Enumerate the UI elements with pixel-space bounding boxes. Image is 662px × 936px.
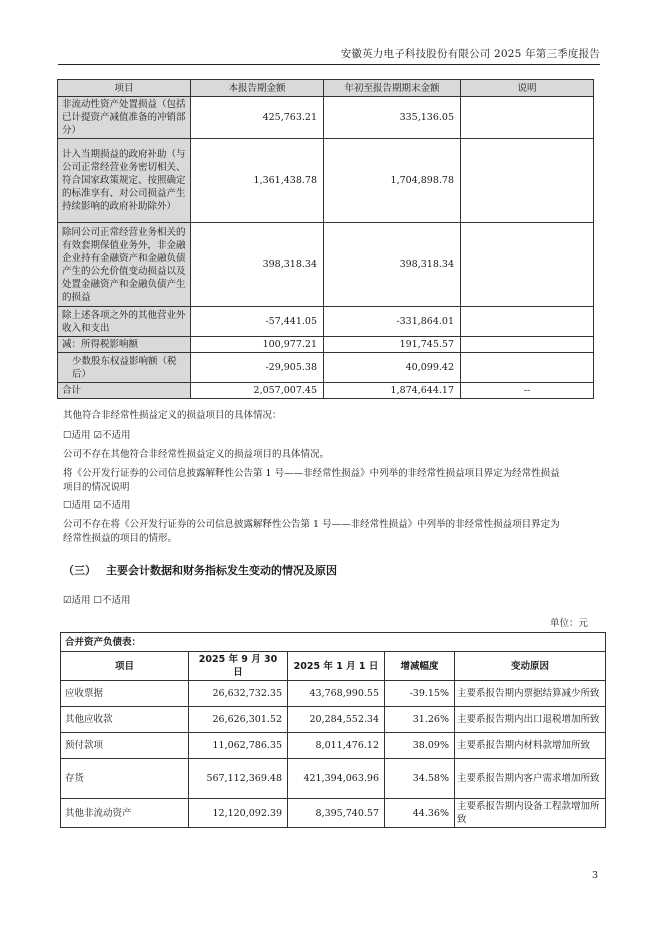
row-label: 其他应收款 [61,707,189,733]
section-number: （三） [63,564,96,577]
note-cell [461,139,594,223]
change-reason: 主要系报告期内材料款增加所致 [455,733,606,759]
column-header: 本报告期金额 [191,80,324,97]
applicability-checkbox: ☐适用 ☑不适用 [63,430,131,441]
note-cell [461,307,594,337]
paragraph: 将《公开发行证券的公司信息披露解释性公告第 1 号——非经常性损益》中列举的非经常性损益项目界定为经常性损益 [63,468,560,479]
table-row [61,799,606,828]
non-recurring-items-table [57,79,594,399]
column-header: 年初至报告期期末金额 [324,80,461,97]
page-number: 3 [591,870,598,881]
current-amount: 100,977.21 [191,337,324,353]
row-label: 合计 [58,383,191,399]
change-percent: 38.09% [385,733,455,759]
paragraph: 公司不存在将《公开发行证券的公司信息披露解释性公告第 1 号——非经常性损益》中列举的非经常性损益项目界定为 [63,519,560,530]
column-header: 增减幅度 [385,652,455,681]
table-row [61,733,606,759]
change-reason: 主要系报告期内出口退税增加所致 [455,707,606,733]
ytd-amount: 191,745.57 [324,337,461,353]
current-amount: 2,057,007.45 [191,383,324,399]
current-amount: -57,441.05 [191,307,324,337]
table-row [61,681,606,707]
change-percent: 34.58% [385,759,455,799]
row-label: 其他非流动资产 [61,799,189,828]
row-label: 非流动性资产处置损益（包括已计提资产减值准备的冲销部分） [58,97,191,139]
note-cell [461,337,594,353]
end-balance: 12,120,092.39 [189,799,288,828]
report-header-title: 安徽英力电子科技股份有限公司 2025 年第三季度报告 [340,48,600,60]
current-amount: 425,763.21 [191,97,324,139]
note-cell [461,353,594,383]
row-label: 存货 [61,759,189,799]
current-amount: 1,361,438.78 [191,139,324,223]
applicability-checkbox: ☑适用 ☐不适用 [63,595,131,606]
section-heading [63,562,337,578]
note-cell [461,223,594,307]
column-header: 项目 [61,652,189,681]
paragraph: 项目的情况说明 [63,482,130,493]
begin-balance: 421,394,063.96 [288,759,385,799]
table-row [58,337,594,353]
ytd-amount: 335,136.05 [324,97,461,139]
table-row [58,353,594,383]
header-divider [58,64,600,65]
begin-balance: 43,768,990.55 [288,681,385,707]
paragraph: 经常性损益的项目的情形。 [63,533,178,544]
paragraph: 其他符合非经常性损益定义的损益项目的具体情况： [63,410,282,421]
table-row [58,139,594,223]
note-cell [461,97,594,139]
table-header-row [58,80,594,97]
row-label: 除上述各项之外的其他营业外收入和支出 [58,307,191,337]
column-header: 2025 年 9 月 30 日 [189,652,288,681]
begin-balance: 20,284,552.34 [288,707,385,733]
column-header: 变动原因 [455,652,606,681]
current-amount: 398,318.34 [191,223,324,307]
applicability-checkbox: ☐适用 ☑不适用 [63,500,131,511]
begin-balance: 8,011,476.12 [288,733,385,759]
row-label: 预付款项 [61,733,189,759]
table-caption-row [61,633,606,652]
table-row [58,223,594,307]
end-balance: 26,626,301.52 [189,707,288,733]
row-label: 少数股东权益影响额（税后） [58,353,191,383]
end-balance: 11,062,786.35 [189,733,288,759]
balance-sheet-changes-table [60,632,606,828]
table-row [61,707,606,733]
change-percent: 31.26% [385,707,455,733]
table-caption: 合并资产负债表： [61,633,606,652]
ytd-amount: 1,874,644.17 [324,383,461,399]
row-label: 减：所得税影响额 [58,337,191,353]
ytd-amount: 1,704,898.78 [324,139,461,223]
ytd-amount: -331,864.01 [324,307,461,337]
change-percent: -39.15% [385,681,455,707]
row-label: 计入当期损益的政府补助（与公司正常经营业务密切相关、符合国家政策规定、按照确定的标准享有、对公司损益产生持续影响的政府补助除外） [58,139,191,223]
ytd-amount: 398,318.34 [324,223,461,307]
table-row [61,759,606,799]
change-reason: 主要系报告期内客户需求增加所致 [455,759,606,799]
table-row [58,97,594,139]
change-reason: 主要系报告期内票据结算减少所致 [455,681,606,707]
current-amount: -29,905.38 [191,353,324,383]
paragraph: 公司不存在其他符合非经常性损益定义的损益项目的具体情况。 [63,449,330,460]
ytd-amount: 40,099.42 [324,353,461,383]
row-label: 除同公司正常经营业务相关的有效套期保值业务外，非金融企业持有金融资产和金融负债产生的公允价值变动损益以及处置金融资产和金融负债产生的损益 [58,223,191,307]
begin-balance: 8,395,740.57 [288,799,385,828]
end-balance: 26,632,732.35 [189,681,288,707]
end-balance: 567,112,369.48 [189,759,288,799]
table-total-row [58,383,594,399]
section-title: 主要会计数据和财务指标发生变动的情况及原因 [106,564,337,577]
change-reason: 主要系报告期内设备工程款增加所致 [455,799,606,828]
table-header-row [61,652,606,681]
row-label: 应收票据 [61,681,189,707]
unit-label: 单位：元 [549,618,588,629]
column-header: 项目 [58,80,191,97]
column-header: 说明 [461,80,594,97]
change-percent: 44.36% [385,799,455,828]
column-header: 2025 年 1 月 1 日 [288,652,385,681]
table-row [58,307,594,337]
note-cell: -- [461,383,594,399]
